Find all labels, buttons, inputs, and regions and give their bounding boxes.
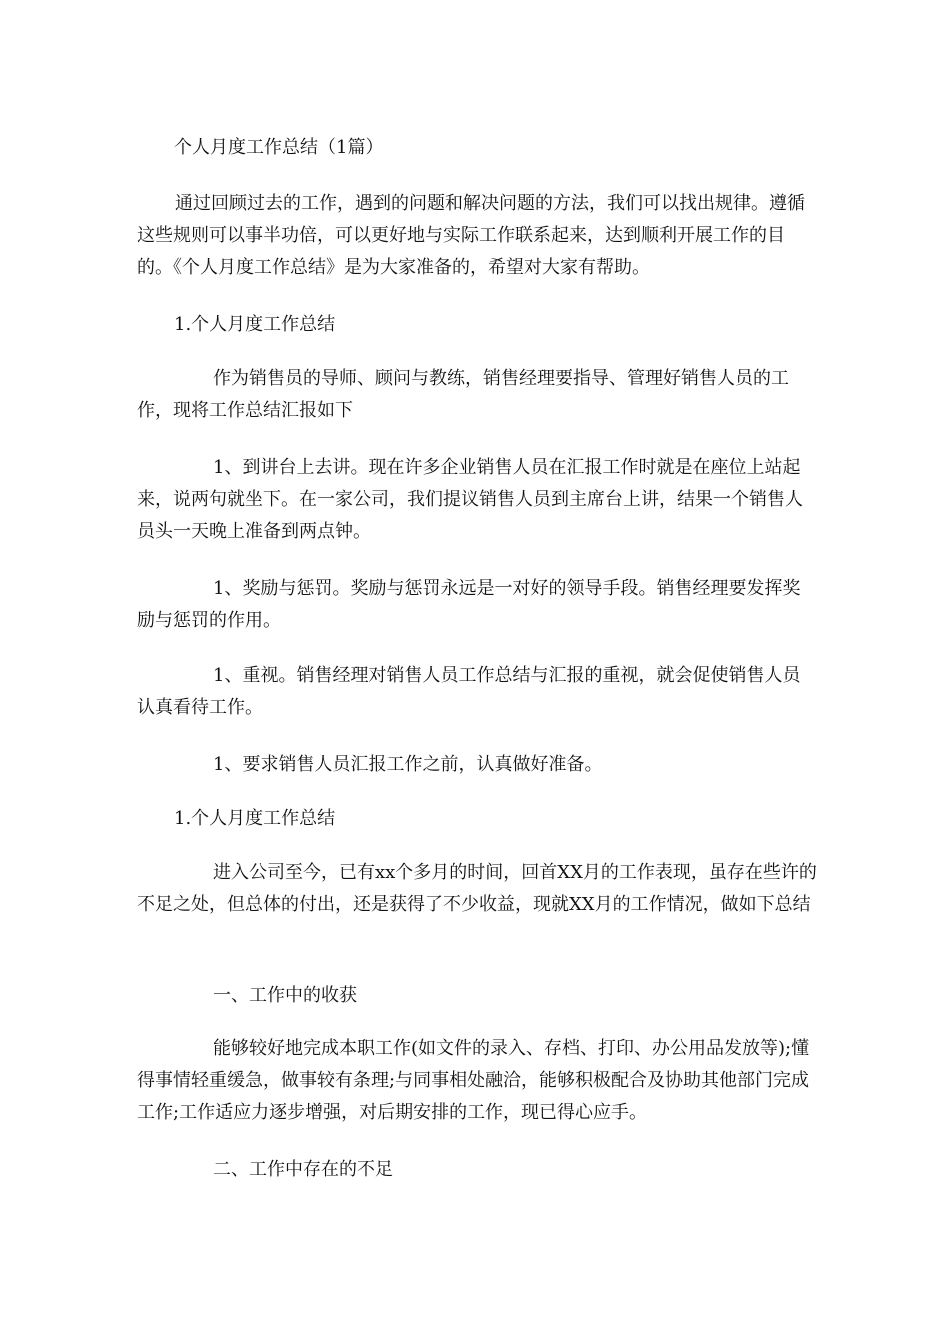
section2-paragraph-1: 进入公司至今，已有xx个多月的时间，回首XX月的工作表现，虽存在些许的不足之处，但总体的付出，还是获得了不少收益，现就XX月的工作情况，做如下总结 (137, 862, 817, 915)
section1-paragraph-1: 作为销售员的导师、顾问与教练，销售经理要指导、管理好销售人员的工作，现将工作总结汇报如下 (137, 368, 789, 421)
section1-paragraph-4: 1、重视。销售经理对销售人员工作总结与汇报的重视，就会促使销售人员认真看待工作。 (137, 665, 801, 718)
section2-subheading-2: 二、工作中存在的不足 (213, 1159, 393, 1180)
section1-paragraph-5: 1、要求销售人员汇报工作之前，认真做好准备。 (213, 754, 603, 775)
section1-paragraph-3: 1、奖励与惩罚。奖励与惩罚永远是一对好的领导手段。销售经理要发挥奖励与惩罚的作用。 (137, 578, 801, 631)
section2-paragraph-2: 能够较好地完成本职工作(如文件的录入、存档、打印、办公用品发放等);懂得事情轻重缓急，做事较有条理;与同事相处融洽，能够积极配合及协助其他部门完成工作;工作适应力逐步增强，对后期安排的工作，现已得心应手。 (137, 1038, 810, 1123)
section1-paragraph-2: 1、到讲台上去讲。现在许多企业销售人员在汇报工作时就是在座位上站起来，说两句就坐下。在一家公司，我们提议销售人员到主席台上讲，结果一个销售人员头一天晚上准备到两点钟。 (137, 457, 803, 542)
section2-heading: 1.个人月度工作总结 (174, 808, 336, 829)
intro-paragraph: 通过回顾过去的工作，遇到的问题和解决问题的方法，我们可以找出规律。遵循这些规则可以事半功倍，可以更好地与实际工作联系起来，达到顺利开展工作的目的。《个人月度工作总结》是为大家准备的，希望对大家有帮助。 (137, 193, 805, 278)
section2-subheading-1: 一、工作中的收获 (213, 985, 357, 1006)
section1-heading: 1.个人月度工作总结 (174, 314, 336, 335)
document-title: 个人月度工作总结（1篇） (174, 137, 384, 158)
